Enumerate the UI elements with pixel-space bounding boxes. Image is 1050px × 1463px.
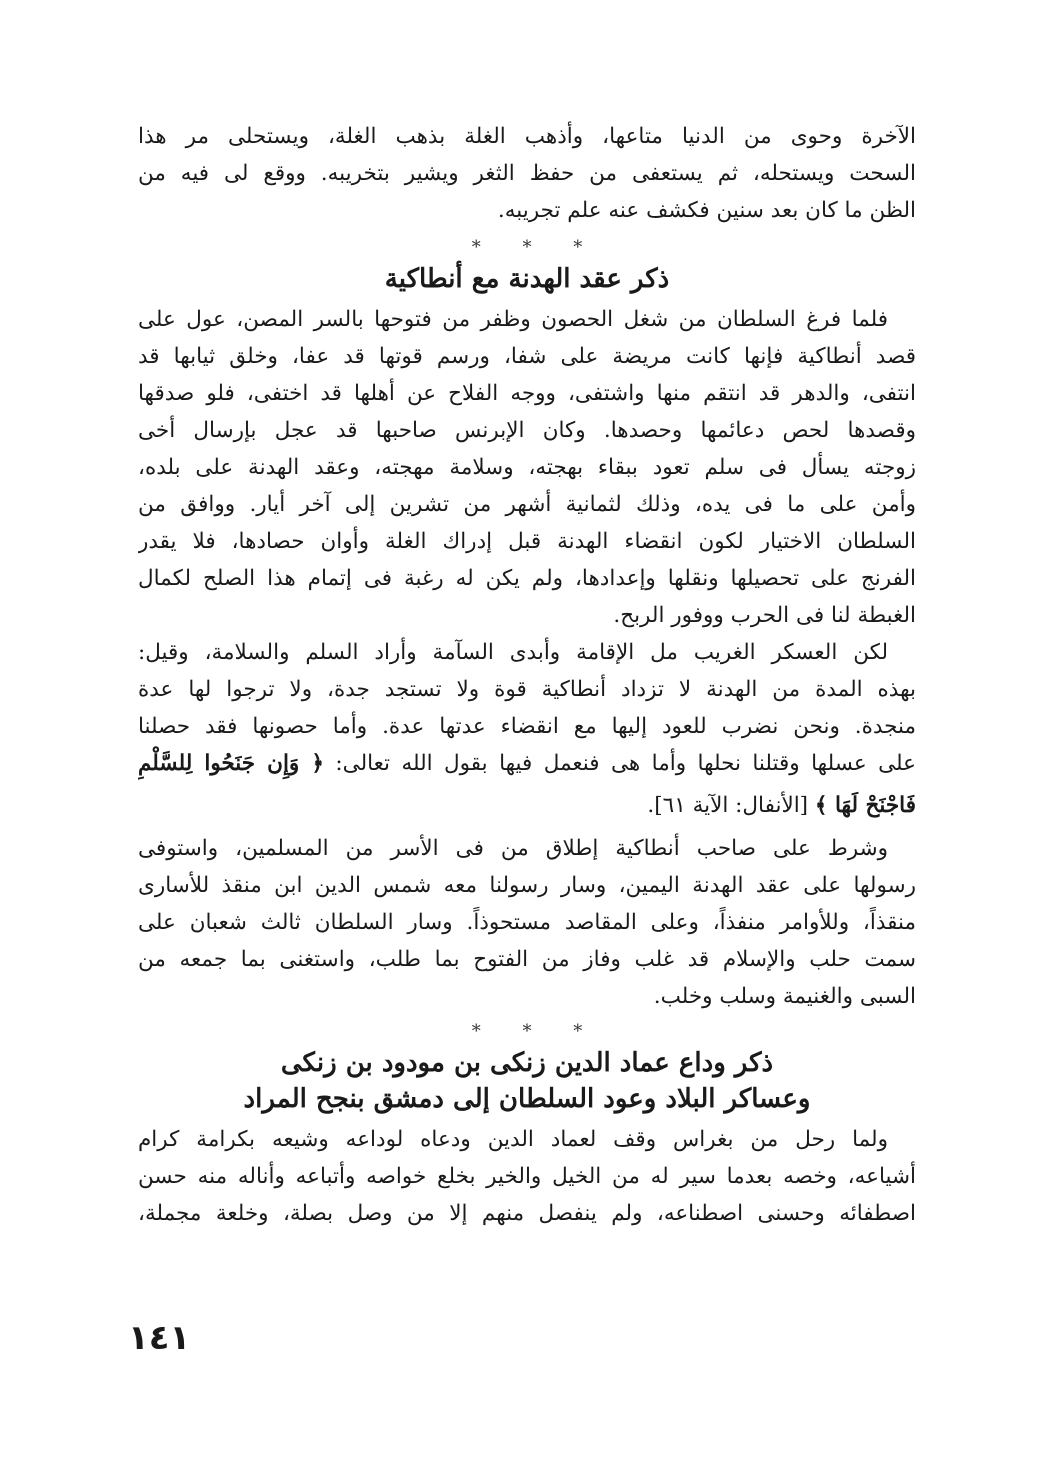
text-line-with-quran — [138, 782, 916, 830]
section-separator: * * * — [471, 237, 601, 258]
page-number: ١٤١ — [128, 1318, 191, 1358]
text-line: الظن ما كان بعد سنين فكشف عنه علم تجريبه. — [497, 198, 916, 223]
text-line: السحت ويستحله، ثم يستعفى من حفظ الثغر ويشير بتخريبه. ووقع لى فيه من — [138, 161, 916, 186]
text-line: ولما رحل من بغراس وقف لعماد الدين ودعاه لوداعه وشيعه بكرامة كرام — [138, 1127, 888, 1152]
text-segment: على عسلها وقتلنا نحلها وأما هى فنعمل فيها بقول الله تعالى: — [335, 751, 916, 776]
text-line: منقذاً، وللأوامر منفذاً، وعلى المقاصد مستحوذاً. وسار السلطان ثالث شعبان على — [138, 910, 916, 935]
text-line: وقصدها لحص دعائمها وحصدها. وكان الإبرنس صاحبها قد عجل بإرسال أخى — [138, 418, 916, 443]
text-line: رسولها على عقد الهدنة اليمين، وسار رسولنا معه شمس الدين ابن منقذ للأسارى — [138, 873, 916, 898]
text-line: انتفى، والدهر قد انتقم منها واشتفى، ووجه الفلاح عن أهلها قد اختفى، فلو صدقها — [138, 381, 916, 406]
intro-paragraph — [138, 118, 916, 229]
section-heading: وعساكر البلاد وعود السلطان إلى دمشق بنجح المراد — [243, 1084, 811, 1114]
text-line-with-quran — [138, 745, 916, 782]
text-line: سمت حلب والإسلام قد غلب وفاز من الفتوح بما طلب، واستغنى بما جمعه من — [138, 947, 916, 972]
text-line: وشرط على صاحب أنطاكية إطلاق من فى الأسر من المسلمين، واستوفى — [138, 836, 888, 861]
text-line: زوجته يسأل فى سلم تعود ببقاء بهجته، وسلامة مهجته، وعقد الهدنة على بلده، — [138, 455, 916, 480]
section-separator: * * * — [471, 1021, 601, 1042]
text-line: الآخرة وحوى من الدنيا متاعها، وأذهب الغلة بذهب الغلة، ويستحلى مر هذا — [138, 124, 916, 149]
section-paragraph — [138, 301, 916, 634]
text-line: السبى والغنيمة وسلب وخلب. — [653, 984, 916, 1009]
text-line: فلما فرغ السلطان من شغل الحصون وظفر من فتوحها بالسر المصن، عول على — [138, 307, 888, 332]
section-heading: ذكر وداع عماد الدين زنكى بن مودود بن زنكى — [280, 1048, 774, 1078]
text-line: الفرنج على تحصيلها ونقلها وإعدادها، ولم يكن له رغبة فى إتمام هذا الصلح لكمال — [138, 566, 916, 591]
text-line: اصطفائه وحسنى اصطناعه، ولم ينفصل منهم إلا من وصل بصلة، وخلعة مجملة، — [138, 1201, 916, 1226]
section-paragraph — [138, 634, 916, 830]
quran-verse-end: فَاجْنَحْ لَهَا ﴾ — [814, 793, 916, 818]
text-line: الغبطة لنا فى الحرب ووفور الربح. — [613, 603, 916, 628]
text-line: منجدة. ونحن نضرب للعود إليها مع انقضاء عدتها عدة. وأما حصونها فقد حصلنا — [138, 714, 916, 739]
text-line: بهذه المدة من الهدنة لا تزداد أنطاكية قوة ولا تستجد جدة، ولا ترجوا لها عدة — [138, 677, 916, 702]
text-line: أشياعه، وخصه بعدما سير له من الخيل والخير بخلع خواصه وأتباعه وأناله منه حسن — [138, 1164, 916, 1189]
section-paragraph — [138, 830, 916, 1015]
text-line: لكن العسكر الغريب مل الإقامة وأبدى السآمة وأراد السلم والسلامة، وقيل: — [138, 640, 888, 665]
section-heading: ذكر عقد الهدنة مع أنطاكية — [384, 264, 670, 294]
page-body — [138, 118, 916, 1232]
quran-reference: [الأنفال: الآية ٦١]. — [647, 793, 809, 818]
text-line: قصد أنطاكية فإنها كانت مريضة على شفا، ورسم قوتها قد عفا، وخلق ثيابها قد — [138, 344, 916, 369]
section-paragraph — [138, 1121, 916, 1232]
text-line: وأمن على ما فى يده، وذلك لثمانية أشهر من تشرين إلى آخر أيار. ووافق من — [138, 492, 916, 517]
text-line: السلطان الاختيار لكون انقضاء الهدنة قبل إدراك الغلة وأوان حصادها، فلا يقدر — [138, 529, 916, 554]
quran-verse-start: ﴿ وَإِن جَنَحُوا لِلسَّلْمِ — [138, 751, 324, 776]
